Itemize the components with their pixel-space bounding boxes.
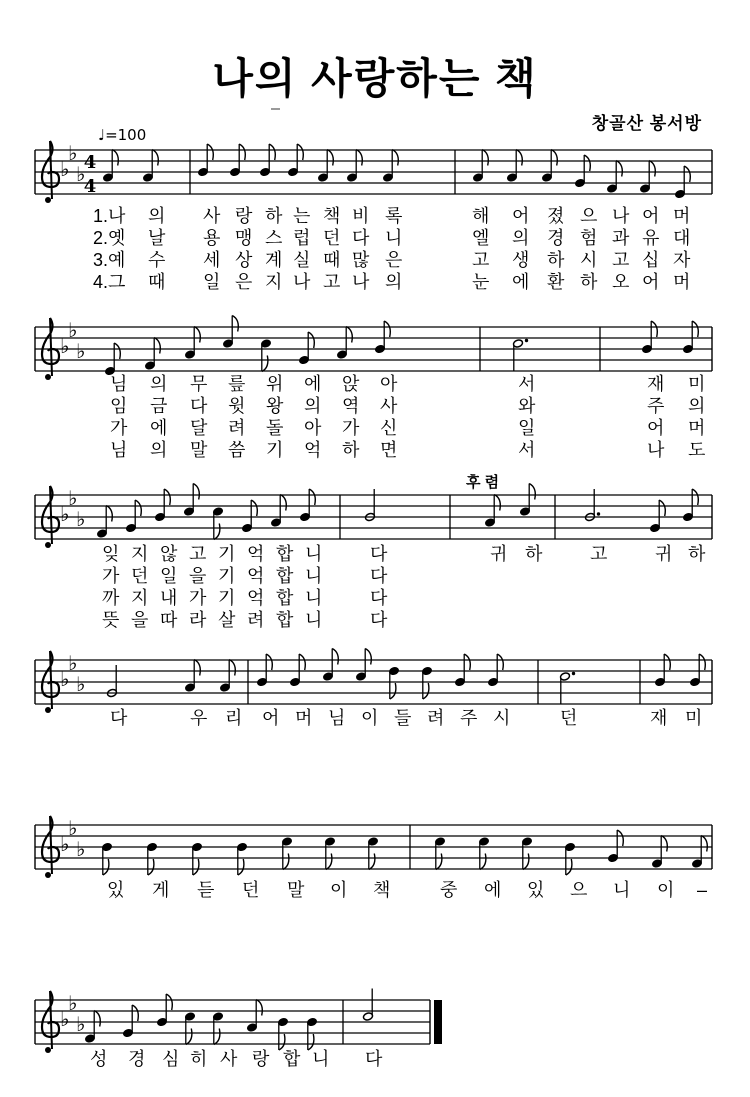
lyric-syllable: 수	[148, 250, 166, 270]
note-icon	[522, 837, 533, 870]
lyric-syllable: 가	[110, 418, 128, 438]
lyrics-line	[0, 708, 750, 730]
lyrics-line	[0, 250, 750, 272]
note-icon	[278, 1017, 289, 1050]
lyric-syllable: 머	[673, 272, 691, 292]
lyric-syllable: 기	[266, 440, 284, 460]
note-icon	[520, 484, 536, 517]
flat-icon: ♭	[60, 334, 70, 358]
lyric-syllable: 잊	[102, 544, 120, 564]
note-icon	[347, 150, 363, 183]
lyric-syllable: 들	[394, 708, 412, 728]
note-icon	[356, 649, 372, 682]
lyric-syllable: 책	[373, 880, 391, 900]
lyric-syllable: 어	[262, 708, 280, 728]
lyric-syllable: 고	[323, 272, 341, 292]
lyric-syllable: 려	[247, 610, 265, 630]
lyric-syllable: 유	[642, 228, 660, 248]
lyric-syllable: 던	[560, 708, 578, 728]
note-icon	[325, 837, 336, 870]
lyric-syllable: 눈	[472, 272, 490, 292]
flat-icon: ♭	[76, 507, 86, 531]
lyric-syllable: 까	[102, 588, 120, 608]
note-icon	[185, 327, 201, 360]
lyric-syllable: 재	[650, 708, 668, 728]
lyric-syllable: 을	[189, 566, 207, 586]
note-icon	[389, 666, 400, 699]
lyric-syllable: 의	[148, 206, 166, 226]
lyrics-line	[0, 228, 750, 250]
lyric-syllable: 다	[365, 1049, 383, 1069]
lyric-syllable: 에	[150, 418, 168, 438]
note-icon	[435, 837, 446, 870]
lyric-syllable: 고	[472, 250, 490, 270]
page-title: 나의 사랑하는 책	[212, 55, 538, 102]
lyric-syllable: 을	[131, 610, 149, 630]
lyric-syllable: –	[697, 880, 708, 900]
lyric-syllable: 살	[218, 610, 236, 630]
lyrics-line	[0, 1049, 750, 1071]
lyric-syllable: 실	[293, 250, 311, 270]
lyric-syllable: 에	[304, 374, 322, 394]
note-icon	[261, 339, 272, 372]
lyric-syllable: 럽	[293, 228, 311, 248]
note-icon	[143, 150, 159, 183]
note-icon	[145, 338, 161, 371]
lyric-syllable: 합	[276, 544, 294, 564]
lyric-syllable: 게	[152, 880, 170, 900]
flat-icon: ♭	[68, 816, 78, 840]
lyrics-line	[0, 880, 750, 902]
lyric-syllable: 나	[647, 440, 665, 460]
lyric-syllable: 하	[265, 206, 283, 226]
lyric-syllable: 오	[612, 272, 630, 292]
note-icon	[318, 150, 334, 183]
lyric-syllable: 의	[512, 228, 530, 248]
flat-icon: ♭	[60, 502, 70, 526]
lyric-syllable: 다	[370, 544, 388, 564]
lyric-syllable: 귀	[655, 544, 673, 564]
lyric-syllable: 의	[150, 374, 168, 394]
lyric-syllable: 많	[352, 250, 370, 270]
lyric-syllable: 억	[247, 566, 265, 586]
lyrics-line	[0, 610, 750, 632]
lyric-syllable: 니	[305, 610, 323, 630]
flat-icon: ♭	[60, 1007, 70, 1031]
lyric-syllable: 말	[287, 880, 305, 900]
lyric-syllable: 님	[328, 708, 346, 728]
lyric-syllable: 1.나	[93, 206, 126, 226]
lyrics-line	[0, 374, 750, 396]
flat-icon: ♭	[68, 141, 78, 165]
note-icon	[640, 161, 656, 194]
lyric-syllable: 지	[265, 272, 283, 292]
lyric-syllable: 성	[90, 1049, 108, 1069]
lyric-syllable: 님	[110, 440, 128, 460]
lyric-syllable: 사	[220, 1049, 238, 1069]
note-icon	[102, 842, 113, 875]
note-icon	[220, 660, 236, 693]
lyric-syllable: 때	[323, 250, 341, 270]
lyric-syllable: 날	[148, 228, 166, 248]
lyric-syllable: 의	[150, 440, 168, 460]
lyric-syllable: 비	[352, 206, 370, 226]
lyric-syllable: 의	[304, 396, 322, 416]
note-icon	[282, 837, 293, 870]
lyric-syllable: 뜻	[102, 610, 120, 630]
note-icon	[422, 666, 433, 699]
note-icon	[237, 842, 248, 875]
lyric-syllable: 록	[385, 206, 403, 226]
lyric-syllable: 니	[312, 1049, 330, 1069]
lyric-syllable: 아	[304, 418, 322, 438]
lyric-syllable: 서	[518, 374, 536, 394]
lyric-syllable: 무	[190, 374, 208, 394]
lyric-syllable: 지	[131, 544, 149, 564]
lyric-syllable: 엘	[472, 228, 490, 248]
lyric-syllable: 머	[673, 206, 691, 226]
note-icon	[223, 316, 239, 349]
note-icon	[184, 484, 200, 517]
lyric-syllable: 하	[688, 544, 706, 564]
note-icon	[213, 1012, 224, 1045]
lyric-syllable: 고	[590, 544, 608, 564]
lyric-syllable: 하	[547, 250, 565, 270]
lyric-syllable: 주	[460, 708, 478, 728]
lyric-syllable: 어	[642, 272, 660, 292]
note-icon	[185, 660, 201, 693]
note-icon	[97, 506, 113, 539]
lyric-syllable: 책	[323, 206, 341, 226]
lyrics-line	[0, 272, 750, 294]
lyric-syllable: 다	[352, 228, 370, 248]
lyric-syllable: 리	[225, 708, 243, 728]
flat-icon: ♭	[68, 486, 78, 510]
flat-icon: ♭	[76, 837, 86, 861]
lyric-syllable: 다	[190, 396, 208, 416]
lyric-syllable: 2.옛	[93, 228, 126, 248]
lyric-syllable: 상	[235, 250, 253, 270]
lyric-syllable: 기	[218, 566, 236, 586]
lyric-syllable: 해	[472, 206, 490, 226]
note-icon	[652, 836, 668, 869]
lyric-syllable: 세	[203, 250, 221, 270]
note-icon	[185, 1012, 196, 1045]
lyric-syllable: 주	[647, 396, 665, 416]
lyric-syllable: 억	[247, 544, 265, 564]
artifact-dash	[271, 108, 280, 110]
lyric-syllable: 와	[518, 396, 536, 416]
lyric-syllable: 금	[150, 396, 168, 416]
lyric-syllable: 지	[131, 588, 149, 608]
lyric-syllable: 않	[160, 544, 178, 564]
lyric-syllable: 에	[512, 272, 530, 292]
note-icon	[479, 837, 490, 870]
lyric-syllable: 머	[295, 708, 313, 728]
lyric-syllable: 있	[527, 880, 545, 900]
lyric-syllable: 고	[612, 250, 630, 270]
lyrics-line	[0, 418, 750, 440]
note-icon	[692, 836, 708, 869]
flat-icon: ♭	[68, 651, 78, 675]
lyric-syllable: 다	[370, 566, 388, 586]
lyric-syllable: 역	[342, 396, 360, 416]
lyric-syllable: 이	[330, 880, 348, 900]
lyric-syllable: 합	[276, 610, 294, 630]
lyrics-line	[0, 440, 750, 462]
lyric-syllable: 던	[242, 880, 260, 900]
lyric-syllable: 미	[688, 374, 706, 394]
lyric-syllable: 돌	[266, 418, 284, 438]
lyric-syllable: 나	[612, 206, 630, 226]
tempo-marking: ♩=100	[98, 126, 147, 144]
lyric-syllable: 던	[323, 228, 341, 248]
lyric-syllable: 아	[380, 374, 398, 394]
lyric-syllable: 하	[342, 440, 360, 460]
note-icon	[147, 842, 158, 875]
note-icon	[271, 495, 287, 528]
lyric-syllable: 릎	[228, 374, 246, 394]
lyric-syllable: 면	[380, 440, 398, 460]
lyric-syllable: 던	[131, 566, 149, 586]
lyric-syllable: 왕	[266, 396, 284, 416]
lyric-syllable: 때	[148, 272, 166, 292]
lyric-syllable: 고	[189, 544, 207, 564]
lyric-syllable: 위	[266, 374, 284, 394]
note-icon	[542, 150, 558, 183]
lyric-syllable: 귀	[490, 544, 508, 564]
time-signature-bottom: 4	[83, 176, 97, 197]
lyric-syllable: 생	[512, 250, 530, 270]
lyric-syllable: 니	[385, 228, 403, 248]
lyric-syllable: 는	[293, 206, 311, 226]
lyric-syllable: 대	[673, 228, 691, 248]
lyric-syllable: 일	[518, 418, 536, 438]
lyric-syllable: 가	[189, 588, 207, 608]
lyric-syllable: 머	[688, 418, 706, 438]
lyric-syllable: 니	[305, 566, 323, 586]
note-icon	[363, 989, 374, 1022]
note-icon	[85, 1011, 101, 1044]
lyric-syllable: 나	[352, 272, 370, 292]
lyric-syllable: 환	[547, 272, 565, 292]
lyric-syllable: 의	[385, 272, 403, 292]
lyric-syllable: 자	[673, 250, 691, 270]
lyric-syllable: 용	[203, 228, 221, 248]
lyric-syllable: 3.예	[93, 250, 126, 270]
lyric-syllable: 합	[283, 1049, 301, 1069]
lyric-syllable: 달	[190, 418, 208, 438]
lyric-syllable: 일	[160, 566, 178, 586]
lyric-syllable: 듣	[197, 880, 215, 900]
lyric-syllable: 니	[305, 588, 323, 608]
flat-icon: ♭	[76, 1012, 86, 1036]
lyric-syllable: 라	[189, 610, 207, 630]
lyric-syllable: 기	[218, 588, 236, 608]
lyric-syllable: 심	[162, 1049, 180, 1069]
note-icon	[565, 842, 576, 875]
lyrics-line	[0, 566, 750, 588]
lyric-syllable: 과	[612, 228, 630, 248]
flat-icon: ♭	[76, 339, 86, 363]
note-icon	[192, 842, 203, 875]
lyric-syllable: 경	[547, 228, 565, 248]
lyric-syllable: 으	[580, 206, 598, 226]
lyric-syllable: 니	[613, 880, 631, 900]
lyric-syllable: 사	[203, 206, 221, 226]
lyric-syllable: 따	[160, 610, 178, 630]
lyric-syllable: 의	[688, 396, 706, 416]
composer-credit: 창골산 봉서방	[591, 114, 702, 133]
note-icon	[247, 1000, 263, 1033]
lyric-syllable: 은	[235, 272, 253, 292]
note-icon	[473, 150, 489, 183]
lyric-syllable: 나	[293, 272, 311, 292]
lyric-syllable: 님	[110, 374, 128, 394]
lyric-syllable: 가	[102, 566, 120, 586]
note-icon	[103, 150, 119, 183]
lyric-syllable: 려	[427, 708, 445, 728]
note-icon	[307, 1017, 318, 1050]
lyric-syllable: 히	[190, 1049, 208, 1069]
lyric-syllable: 재	[647, 374, 665, 394]
lyric-syllable: 이	[361, 708, 379, 728]
lyric-syllable: 합	[276, 588, 294, 608]
flat-icon: ♭	[76, 162, 86, 186]
flat-icon: ♭	[68, 991, 78, 1015]
note-icon	[383, 150, 399, 183]
lyric-syllable: 일	[203, 272, 221, 292]
note-icon	[213, 507, 224, 540]
chorus-label: 후 렴	[466, 474, 500, 491]
lyric-syllable: 다	[110, 708, 128, 728]
lyric-syllable: 하	[580, 272, 598, 292]
lyric-syllable: 다	[370, 610, 388, 630]
lyric-syllable: 가	[342, 418, 360, 438]
lyrics-line	[0, 396, 750, 418]
lyrics-line	[0, 544, 750, 566]
note-icon	[513, 339, 529, 372]
flat-icon: ♭	[60, 832, 70, 856]
flat-icon: ♭	[76, 672, 86, 696]
lyric-syllable: 시	[580, 250, 598, 270]
note-icon	[507, 150, 523, 183]
lyrics-line	[0, 588, 750, 610]
lyric-syllable: 으	[570, 880, 588, 900]
lyric-syllable: 려	[228, 418, 246, 438]
lyric-syllable: 어	[647, 418, 665, 438]
lyric-syllable: 있	[107, 880, 125, 900]
flat-icon: ♭	[60, 667, 70, 691]
lyric-syllable: 험	[580, 228, 598, 248]
lyric-syllable: 씀	[228, 440, 246, 460]
lyric-syllable: 어	[512, 206, 530, 226]
lyric-syllable: 경	[128, 1049, 146, 1069]
lyric-syllable: 말	[190, 440, 208, 460]
lyric-syllable: 맹	[235, 228, 253, 248]
lyric-syllable: 이	[657, 880, 675, 900]
time-signature-top: 4	[83, 152, 97, 173]
lyric-syllable: 내	[160, 588, 178, 608]
lyric-syllable: 임	[110, 396, 128, 416]
lyric-syllable: 사	[380, 396, 398, 416]
lyric-syllable: 어	[642, 206, 660, 226]
lyric-syllable: 에	[484, 880, 502, 900]
lyric-syllable: 랑	[252, 1049, 270, 1069]
lyric-syllable: 다	[370, 588, 388, 608]
note-icon	[337, 327, 353, 360]
lyric-syllable: 억	[247, 588, 265, 608]
lyric-syllable: 신	[380, 418, 398, 438]
note-icon	[368, 837, 379, 870]
lyric-syllable: 은	[385, 250, 403, 270]
lyric-syllable: 스	[265, 228, 283, 248]
lyric-syllable: 기	[218, 544, 236, 564]
note-icon	[607, 161, 623, 194]
lyric-syllable: 합	[276, 566, 294, 586]
lyric-syllable: 중	[440, 880, 458, 900]
lyric-syllable: 우	[190, 708, 208, 728]
lyric-syllable: 랑	[235, 206, 253, 226]
flat-icon: ♭	[68, 318, 78, 342]
note-icon	[323, 649, 339, 682]
lyric-syllable: 윗	[228, 396, 246, 416]
note-icon	[485, 495, 501, 528]
lyric-syllable: 시	[493, 708, 511, 728]
lyric-syllable: 4.그	[93, 272, 126, 292]
flat-icon: ♭	[60, 157, 70, 181]
lyric-syllable: 서	[518, 440, 536, 460]
lyric-syllable: 억	[304, 440, 322, 460]
lyric-syllable: 십	[642, 250, 660, 270]
note-icon	[560, 672, 576, 705]
lyric-syllable: 졌	[547, 206, 565, 226]
lyric-syllable: 니	[305, 544, 323, 564]
lyric-syllable: 도	[688, 440, 706, 460]
lyric-syllable: 하	[525, 544, 543, 564]
lyric-syllable: 미	[685, 708, 703, 728]
lyric-syllable: 계	[265, 250, 283, 270]
lyrics-line	[0, 206, 750, 228]
lyric-syllable: 앉	[342, 374, 360, 394]
